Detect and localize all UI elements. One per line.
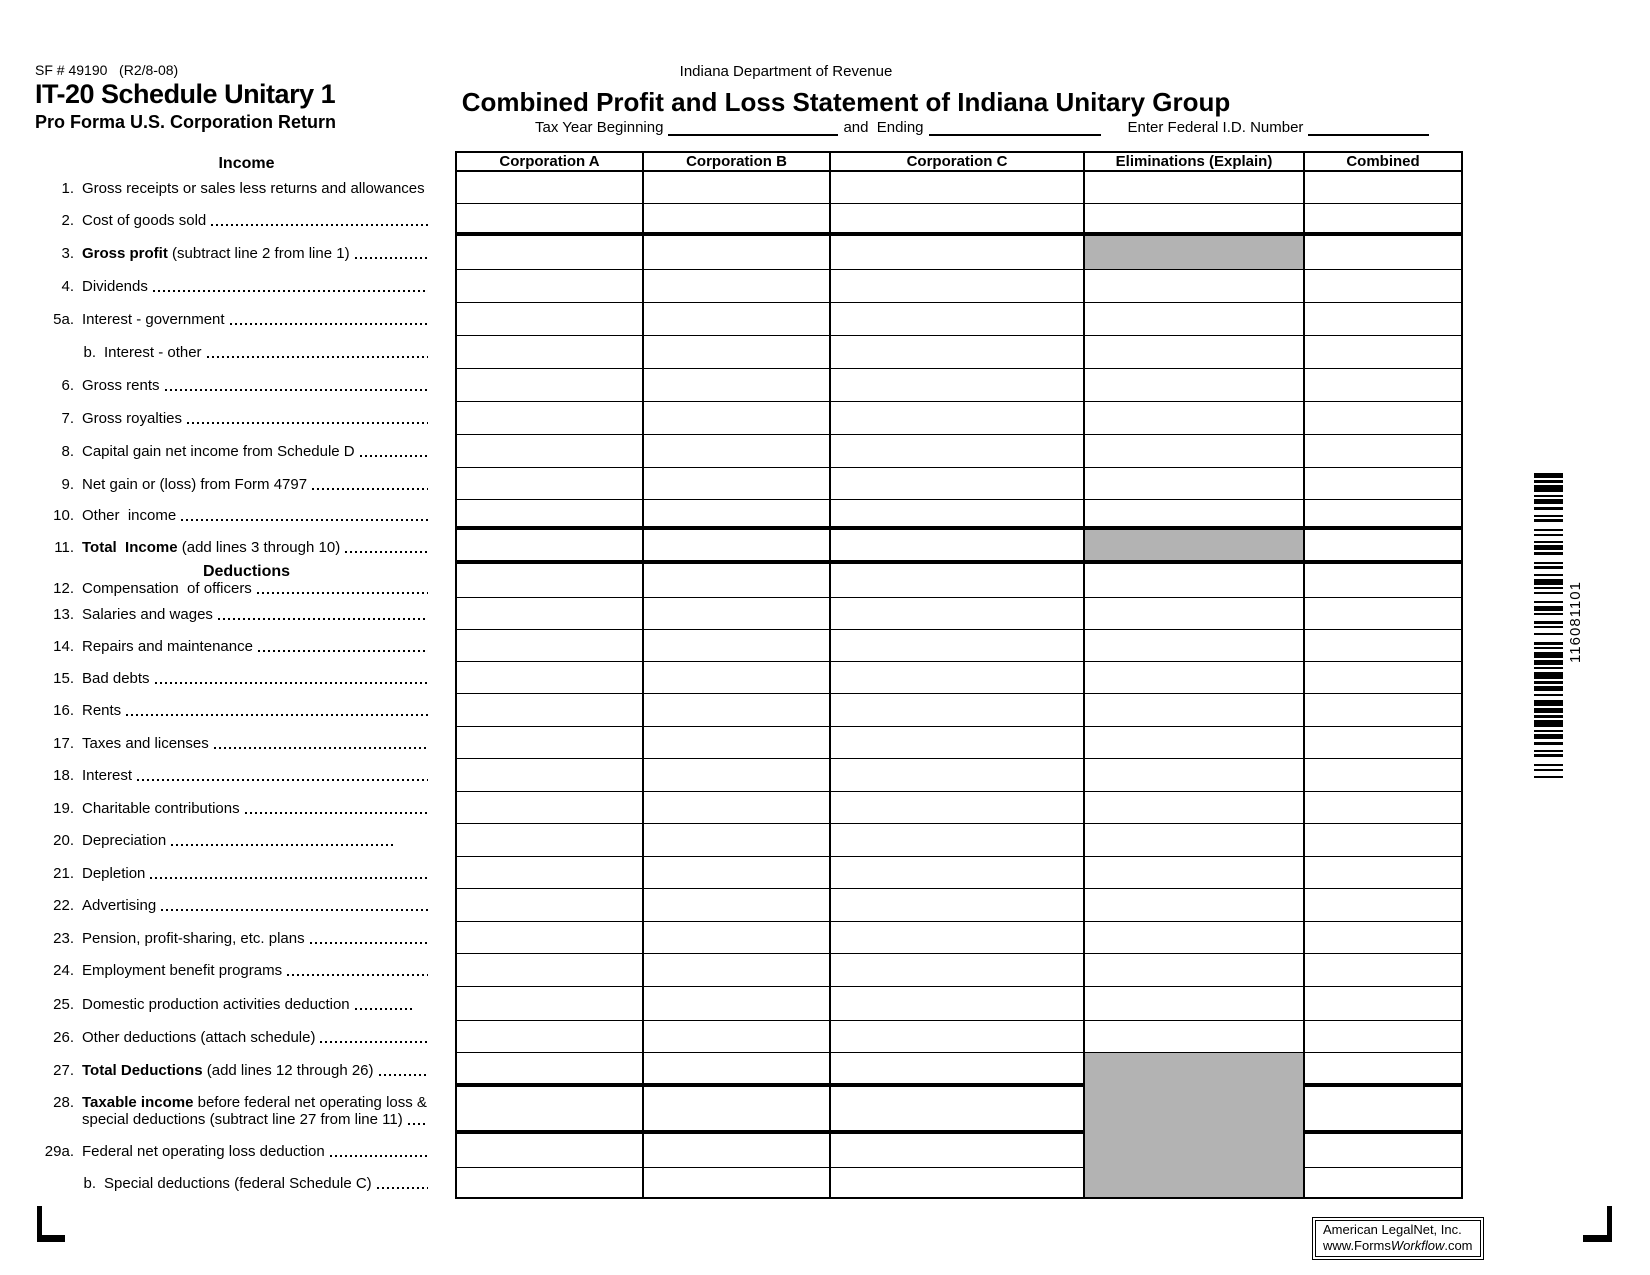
cell-17-corporation-c[interactable] — [829, 727, 1083, 759]
row-label-1: 1. Gross receipts or sales less returns and allowances — [61, 179, 425, 197]
pl-statement-table — [35, 151, 1463, 1199]
cell-13-corporation-a[interactable] — [457, 598, 642, 630]
cell-23-corporation-c[interactable] — [829, 922, 1083, 954]
cell-28-corporation-c[interactable] — [829, 1087, 1083, 1134]
department-title: Indiana Department of Revenue — [679, 63, 893, 80]
cell-8-combined[interactable] — [1303, 435, 1461, 468]
form-row-29b — [35, 1168, 1463, 1199]
form-row-23 — [35, 922, 1463, 954]
cell-29b-corporation-a[interactable] — [457, 1168, 642, 1197]
cell-5a-eliminations[interactable] — [1083, 303, 1303, 336]
dotted-leader — [330, 1155, 428, 1157]
cell-9-eliminations[interactable] — [1083, 468, 1303, 500]
row-label-13: 13. Salaries and wages — [38, 606, 455, 623]
dotted-leader — [150, 877, 428, 879]
cell-13-combined[interactable] — [1303, 598, 1461, 630]
cell-27-combined[interactable] — [1303, 1053, 1461, 1087]
cell-26-eliminations[interactable] — [1083, 1021, 1303, 1053]
cell-29b-corporation-c[interactable] — [829, 1168, 1083, 1197]
cell-4-corporation-a[interactable] — [457, 270, 642, 303]
cell-24-combined[interactable] — [1303, 954, 1461, 987]
cell-24-corporation-a[interactable] — [457, 954, 642, 987]
cell-5b-corporation-c[interactable] — [829, 336, 1083, 369]
tax-year-line — [535, 119, 1434, 136]
form-row-19 — [35, 792, 1463, 824]
cell-22-corporation-c[interactable] — [829, 889, 1083, 922]
form-row-25 — [35, 987, 1463, 1021]
legalnet-line1: American LegalNet, Inc. — [1323, 1222, 1462, 1237]
legalnet-line2: www.FormsWorkflow.com — [1323, 1238, 1473, 1253]
form-row-27 — [35, 1053, 1463, 1087]
dotted-leader — [211, 224, 428, 226]
cell-3-corporation-b[interactable] — [642, 236, 829, 270]
cell-11-corporation-a[interactable] — [457, 530, 642, 564]
cell-21-corporation-c[interactable] — [829, 857, 1083, 889]
row-label-10: 10. Other income — [38, 507, 455, 524]
cell-3-corporation-a[interactable] — [457, 236, 642, 270]
cell-4-corporation-b[interactable] — [642, 270, 829, 303]
dotted-leader — [155, 682, 428, 684]
cell-6-combined[interactable] — [1303, 369, 1461, 402]
row-label-28: 28. Taxable income before federal net operating loss & — [53, 1093, 427, 1111]
cell-22-corporation-a[interactable] — [457, 889, 642, 922]
cell-3-corporation-c[interactable] — [829, 236, 1083, 270]
dotted-leader — [408, 1123, 428, 1125]
cell-5b-eliminations[interactable] — [1083, 336, 1303, 369]
cell-25-eliminations[interactable] — [1083, 987, 1303, 1021]
cell-11-combined[interactable] — [1303, 530, 1461, 564]
cell-19-eliminations[interactable] — [1083, 792, 1303, 824]
cell-3-eliminations-shaded — [1083, 236, 1303, 270]
row-label-18: 18. Interest — [38, 767, 455, 784]
cell-9-corporation-b[interactable] — [642, 468, 829, 500]
cell-12-corporation-a[interactable] — [457, 564, 642, 598]
cell-8-corporation-b[interactable] — [642, 435, 829, 468]
column-header-corporation-b: Corporation B — [642, 153, 829, 172]
cell-10-eliminations[interactable] — [1083, 500, 1303, 530]
tax-year-ending-blank[interactable] — [929, 120, 1101, 136]
cell-14-corporation-c[interactable] — [829, 630, 1083, 662]
form-row-2 — [35, 204, 1463, 236]
cell-18-corporation-c[interactable] — [829, 759, 1083, 792]
cell-1-corporation-a[interactable] — [457, 172, 642, 204]
row-label-21: 21. Depletion — [38, 865, 455, 882]
cell-7-combined[interactable] — [1303, 402, 1461, 435]
cell-14-combined[interactable] — [1303, 630, 1461, 662]
row-label-17: 17. Taxes and licenses — [38, 735, 455, 752]
row-label-5a: 5a. Interest - government — [38, 311, 455, 328]
cell-29b-combined[interactable] — [1303, 1168, 1461, 1197]
cell-9-combined[interactable] — [1303, 468, 1461, 500]
cell-22-eliminations[interactable] — [1083, 889, 1303, 922]
cell-5a-corporation-b[interactable] — [642, 303, 829, 336]
row-label-22: 22. Advertising — [38, 897, 455, 914]
dotted-leader — [137, 779, 428, 781]
cell-15-corporation-b[interactable] — [642, 662, 829, 694]
cell-25-corporation-b[interactable] — [642, 987, 829, 1021]
main-title: Combined Profit and Loss Statement of Indiana Unitary Group — [461, 87, 1231, 117]
row-label-8: 8. Capital gain net income from Schedule D — [38, 443, 455, 460]
cell-2-corporation-b[interactable] — [642, 204, 829, 236]
cell-21-combined[interactable] — [1303, 857, 1461, 889]
cell-2-eliminations[interactable] — [1083, 204, 1303, 236]
cell-18-combined[interactable] — [1303, 759, 1461, 792]
row-label-7: 7. Gross royalties — [38, 410, 455, 427]
dotted-leader — [230, 323, 428, 325]
federal-id-blank[interactable] — [1308, 120, 1429, 136]
cell-25-corporation-c[interactable] — [829, 987, 1083, 1021]
cell-16-corporation-c[interactable] — [829, 694, 1083, 727]
form-row-22 — [35, 889, 1463, 922]
row-label-16: 16. Rents — [38, 702, 455, 719]
row-label-2: 2. Cost of goods sold — [38, 212, 455, 229]
row-label-5b: b. Interest - other — [38, 344, 455, 361]
form-row-3 — [35, 236, 1463, 270]
cell-24-corporation-c[interactable] — [829, 954, 1083, 987]
cell-16-corporation-b[interactable] — [642, 694, 829, 727]
cell-4-eliminations[interactable] — [1083, 270, 1303, 303]
cell-2-corporation-c[interactable] — [829, 204, 1083, 236]
cell-13-corporation-b[interactable] — [642, 598, 829, 630]
cell-5b-combined[interactable] — [1303, 336, 1461, 369]
cell-7-corporation-a[interactable] — [457, 402, 642, 435]
cell-17-combined[interactable] — [1303, 727, 1461, 759]
dotted-leader — [310, 942, 428, 944]
dotted-leader — [355, 257, 428, 259]
cell-16-combined[interactable] — [1303, 694, 1461, 727]
dotted-leader — [165, 389, 428, 391]
barcode — [1534, 473, 1563, 781]
cell-28-combined[interactable] — [1303, 1087, 1461, 1134]
cell-15-eliminations[interactable] — [1083, 662, 1303, 694]
cell-16-eliminations[interactable] — [1083, 694, 1303, 727]
cell-19-combined[interactable] — [1303, 792, 1461, 824]
dotted-leader — [320, 1041, 428, 1043]
cell-8-corporation-a[interactable] — [457, 435, 642, 468]
cell-6-corporation-c[interactable] — [829, 369, 1083, 402]
cell-10-combined[interactable] — [1303, 500, 1461, 530]
row-label-11: 11. Total Income (add lines 3 through 10) — [38, 539, 455, 556]
cell-29a-corporation-b[interactable] — [642, 1134, 829, 1168]
dotted-leader — [287, 974, 428, 976]
cell-29b-corporation-b[interactable] — [642, 1168, 829, 1197]
cell-20-eliminations[interactable] — [1083, 824, 1303, 857]
cell-20-combined[interactable] — [1303, 824, 1461, 857]
cell-26-corporation-b[interactable] — [642, 1021, 829, 1053]
dotted-leader — [245, 812, 428, 814]
cell-5a-corporation-a[interactable] — [457, 303, 642, 336]
row-label-20: 20. Depreciation — [38, 832, 455, 849]
cell-17-eliminations[interactable] — [1083, 727, 1303, 759]
form-row-13 — [35, 598, 1463, 630]
cell-23-corporation-a[interactable] — [457, 922, 642, 954]
cell-1-combined[interactable] — [1303, 172, 1461, 204]
cell-12-corporation-c[interactable] — [829, 564, 1083, 598]
cell-5a-corporation-c[interactable] — [829, 303, 1083, 336]
cell-10-corporation-b[interactable] — [642, 500, 829, 530]
cell-26-corporation-a[interactable] — [457, 1021, 642, 1053]
cell-29a-corporation-c[interactable] — [829, 1134, 1083, 1168]
federal-id-label: Enter Federal I.D. Number — [1127, 119, 1304, 136]
form-row-1 — [35, 172, 1463, 204]
row-label-25: 25. Domestic production activities deduction — [38, 996, 455, 1013]
income-section-title: Income — [218, 155, 275, 172]
form-row-4 — [35, 270, 1463, 303]
cell-20-corporation-b[interactable] — [642, 824, 829, 857]
form-row-8 — [35, 435, 1463, 468]
cell-18-corporation-b[interactable] — [642, 759, 829, 792]
row-label-15: 15. Bad debts — [38, 670, 455, 687]
dotted-leader — [181, 519, 428, 521]
form-row-11 — [35, 530, 1463, 564]
row-label-27: 27. Total Deductions (add lines 12 through 26) — [38, 1062, 455, 1079]
cell-29a-combined[interactable] — [1303, 1134, 1461, 1168]
form-subtitle: Pro Forma U.S. Corporation Return — [35, 112, 337, 132]
dotted-leader — [218, 618, 428, 620]
form-row-21 — [35, 857, 1463, 889]
dotted-leader — [355, 1008, 415, 1010]
cell-26-combined[interactable] — [1303, 1021, 1461, 1053]
cell-22-combined[interactable] — [1303, 889, 1461, 922]
cell-12-combined[interactable] — [1303, 564, 1461, 598]
cell-27-corporation-b[interactable] — [642, 1053, 829, 1087]
form-row-9 — [35, 468, 1463, 500]
form-row-7 — [35, 402, 1463, 435]
cell-7-eliminations[interactable] — [1083, 402, 1303, 435]
cell-25-corporation-a[interactable] — [457, 987, 642, 1021]
form-row-29a — [35, 1134, 1463, 1168]
cell-22-corporation-b[interactable] — [642, 889, 829, 922]
cell-15-corporation-a[interactable] — [457, 662, 642, 694]
dotted-leader — [153, 290, 428, 292]
cell-21-corporation-b[interactable] — [642, 857, 829, 889]
dotted-leader — [360, 455, 428, 457]
cell-29a-eliminations-shaded — [1083, 1134, 1303, 1168]
cell-5b-corporation-a[interactable] — [457, 336, 642, 369]
dotted-leader — [187, 422, 428, 424]
cell-23-combined[interactable] — [1303, 922, 1461, 954]
dotted-leader — [345, 551, 428, 553]
row-label-6: 6. Gross rents — [38, 377, 455, 394]
cell-10-corporation-a[interactable] — [457, 500, 642, 530]
cell-11-corporation-c[interactable] — [829, 530, 1083, 564]
cell-28-corporation-a[interactable] — [457, 1087, 642, 1134]
cell-24-corporation-b[interactable] — [642, 954, 829, 987]
cell-4-corporation-c[interactable] — [829, 270, 1083, 303]
form-row-6 — [35, 369, 1463, 402]
cell-1-eliminations[interactable] — [1083, 172, 1303, 204]
cell-6-corporation-a[interactable] — [457, 369, 642, 402]
tax-year-ending-label: and Ending — [843, 119, 924, 136]
cell-14-corporation-b[interactable] — [642, 630, 829, 662]
cell-19-corporation-c[interactable] — [829, 792, 1083, 824]
row-label-19: 19. Charitable contributions — [38, 800, 455, 817]
cell-15-combined[interactable] — [1303, 662, 1461, 694]
cell-29a-corporation-a[interactable] — [457, 1134, 642, 1168]
row-label-4: 4. Dividends — [38, 278, 455, 295]
row-label-12: 12. Compensation of officers — [38, 580, 455, 597]
cell-11-corporation-b[interactable] — [642, 530, 829, 564]
cell-19-corporation-a[interactable] — [457, 792, 642, 824]
cell-21-eliminations[interactable] — [1083, 857, 1303, 889]
cell-16-corporation-a[interactable] — [457, 694, 642, 727]
column-header-combined: Combined — [1303, 153, 1461, 172]
cell-12-eliminations[interactable] — [1083, 564, 1303, 598]
cell-5b-corporation-b[interactable] — [642, 336, 829, 369]
row-label-3: 3. Gross profit (subtract line 2 from line 1) — [38, 245, 455, 262]
cell-20-corporation-c[interactable] — [829, 824, 1083, 857]
cell-1-corporation-c[interactable] — [829, 172, 1083, 204]
form-row-16 — [35, 694, 1463, 727]
form-row-15 — [35, 662, 1463, 694]
cell-6-eliminations[interactable] — [1083, 369, 1303, 402]
cell-17-corporation-b[interactable] — [642, 727, 829, 759]
dotted-leader — [207, 356, 428, 358]
row-label-26: 26. Other deductions (attach schedule) — [38, 1029, 455, 1046]
cell-7-corporation-c[interactable] — [829, 402, 1083, 435]
cell-11-eliminations-shaded — [1083, 530, 1303, 564]
form-title: IT-20 Schedule Unitary 1 — [35, 79, 336, 109]
tax-year-beginning-label: Tax Year Beginning — [535, 119, 664, 136]
cell-8-corporation-c[interactable] — [829, 435, 1083, 468]
cell-17-corporation-a[interactable] — [457, 727, 642, 759]
form-row-24 — [35, 954, 1463, 987]
tax-year-beginning-blank[interactable] — [668, 120, 838, 136]
column-header-eliminations: Eliminations (Explain) — [1083, 153, 1303, 172]
dotted-leader — [377, 1187, 428, 1189]
dotted-leader — [161, 909, 428, 911]
cell-8-eliminations[interactable] — [1083, 435, 1303, 468]
cell-25-combined[interactable] — [1303, 987, 1461, 1021]
row-label-14: 14. Repairs and maintenance — [38, 638, 455, 655]
cell-6-corporation-b[interactable] — [642, 369, 829, 402]
cell-4-combined[interactable] — [1303, 270, 1461, 303]
cell-9-corporation-c[interactable] — [829, 468, 1083, 500]
dotted-leader — [171, 844, 395, 846]
column-header-corporation-c: Corporation C — [829, 153, 1083, 172]
form-row-5a — [35, 303, 1463, 336]
barcode-number: 116081101 — [1567, 581, 1584, 663]
cell-23-eliminations[interactable] — [1083, 922, 1303, 954]
cell-14-eliminations[interactable] — [1083, 630, 1303, 662]
cell-28-eliminations-shaded — [1083, 1087, 1303, 1134]
form-row-10 — [35, 500, 1463, 530]
dotted-leader — [257, 592, 428, 594]
cell-27-eliminations-shaded — [1083, 1053, 1303, 1087]
cell-18-eliminations[interactable] — [1083, 759, 1303, 792]
cell-9-corporation-a[interactable] — [457, 468, 642, 500]
cell-29b-eliminations-shaded — [1083, 1168, 1303, 1197]
form-row-17 — [35, 727, 1463, 759]
legalnet-box — [1312, 1217, 1484, 1260]
dotted-leader — [312, 488, 428, 490]
cell-23-corporation-b[interactable] — [642, 922, 829, 954]
dotted-leader — [214, 747, 428, 749]
cell-18-corporation-a[interactable] — [457, 759, 642, 792]
cell-24-eliminations[interactable] — [1083, 954, 1303, 987]
form-row-14 — [35, 630, 1463, 662]
row-label-29b: b. Special deductions (federal Schedule C) — [38, 1175, 455, 1192]
cell-13-eliminations[interactable] — [1083, 598, 1303, 630]
dotted-leader — [126, 714, 428, 716]
cell-7-corporation-b[interactable] — [642, 402, 829, 435]
cell-2-corporation-a[interactable] — [457, 204, 642, 236]
row-label-23: 23. Pension, profit-sharing, etc. plans — [38, 930, 455, 947]
form-row-18 — [35, 759, 1463, 792]
cell-2-combined[interactable] — [1303, 204, 1461, 236]
form-row-28: 28. Taxable income before federal net operating loss & special deductions (subtract line 27 from line 11) — [35, 1087, 1463, 1134]
cell-15-corporation-c[interactable] — [829, 662, 1083, 694]
dotted-leader — [379, 1074, 428, 1076]
cell-28-corporation-b[interactable] — [642, 1087, 829, 1134]
row-label-29a: 29a. Federal net operating loss deduction — [38, 1143, 455, 1160]
row-label-9: 9. Net gain or (loss) from Form 4797 — [38, 476, 455, 493]
cell-27-corporation-c[interactable] — [829, 1053, 1083, 1087]
cell-19-corporation-b[interactable] — [642, 792, 829, 824]
cell-13-corporation-c[interactable] — [829, 598, 1083, 630]
form-row-26 — [35, 1021, 1463, 1053]
sf-number: SF # 49190 (R2/8-08) — [35, 62, 179, 78]
row-label-24: 24. Employment benefit programs — [38, 962, 455, 979]
cell-21-corporation-a[interactable] — [457, 857, 642, 889]
cell-5a-combined[interactable] — [1303, 303, 1461, 336]
form-row-12 — [35, 564, 1463, 598]
cell-12-corporation-b[interactable] — [642, 564, 829, 598]
form-row-5b — [35, 336, 1463, 369]
cell-10-corporation-c[interactable] — [829, 500, 1083, 530]
cell-20-corporation-a[interactable] — [457, 824, 642, 857]
registration-mark-right — [1583, 1206, 1612, 1242]
cell-1-corporation-b[interactable] — [642, 172, 829, 204]
deductions-section-title: Deductions — [202, 564, 291, 580]
cell-26-corporation-c[interactable] — [829, 1021, 1083, 1053]
cell-27-corporation-a[interactable] — [457, 1053, 642, 1087]
form-row-20 — [35, 824, 1463, 857]
column-header-corporation-a: Corporation A — [457, 153, 642, 172]
cell-14-corporation-a[interactable] — [457, 630, 642, 662]
registration-mark-left — [37, 1206, 65, 1242]
dotted-leader — [258, 650, 428, 652]
cell-3-combined[interactable] — [1303, 236, 1461, 270]
